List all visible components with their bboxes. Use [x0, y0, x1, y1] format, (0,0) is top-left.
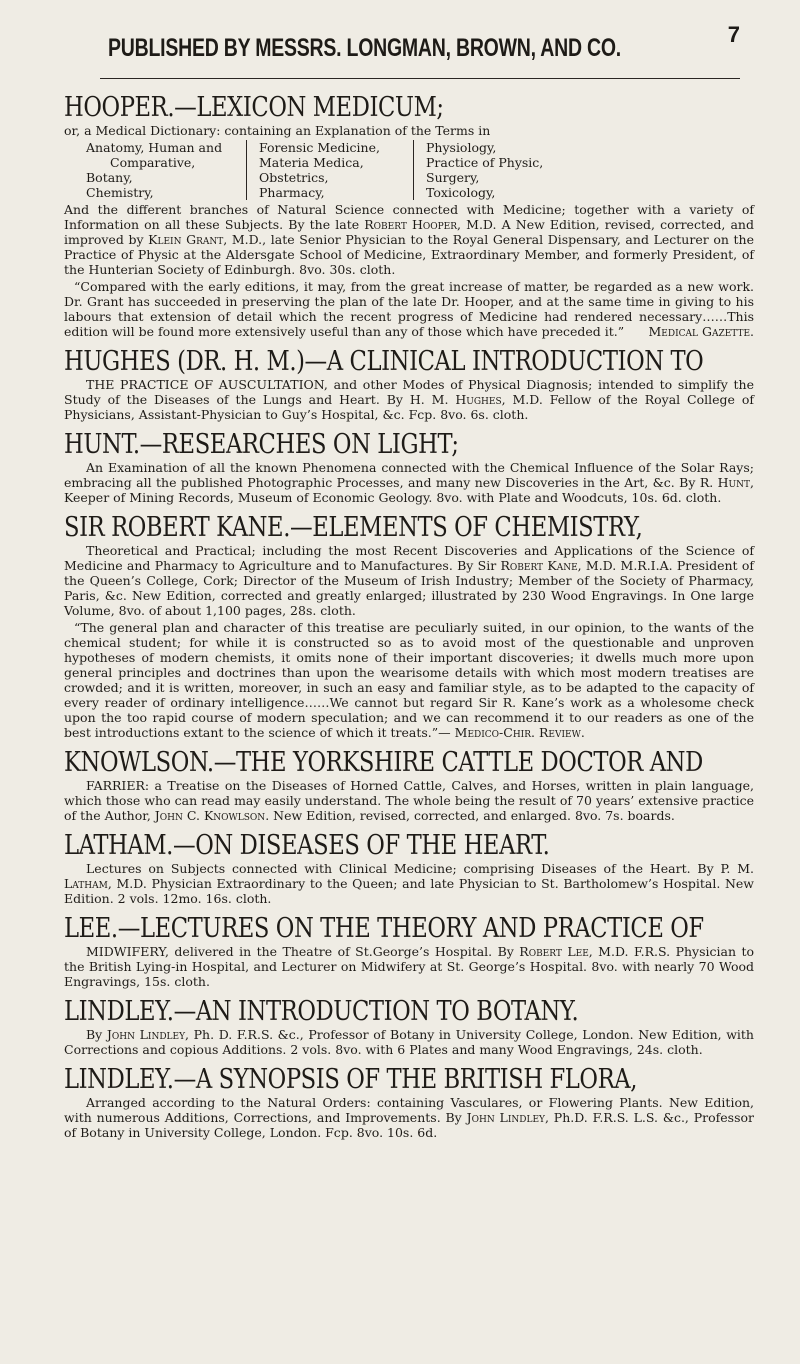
subject-item: Surgery, [426, 170, 480, 185]
subject-item: Materia Medica, [259, 155, 364, 170]
description-text: FARRIER: a Treatise on the Diseases of Horned Cattle, Calves, and Horses, written in plain language, which those who can read may easily understand. The whole being the result of 70 years’ extensive practice of the Author, [64, 778, 754, 823]
entry-description [64, 778, 754, 823]
description-text: Arranged according to the Natural Orders: containing Vasculares, or Flowering Plants. New Edition, with numerous Additions, Corrections, and Improvements. By [64, 1095, 754, 1125]
header-rule [100, 78, 740, 79]
entry-hooper [64, 93, 754, 339]
author-name: Hughes [455, 392, 502, 407]
quote-text: “Compared with the early editions, it may, from the great increase of matter, be regarded as a new work. Dr. Grant has succeeded in preserving the plan of the late Dr. Hooper, and at the same time in giving to his labours that extension of detail which the recent progress of Medicine had rendered necessary……This edition will be found more extensively useful than any of those which have preceded it.” [64, 279, 754, 339]
description-text: And the different branches of Natural Science connected with Medicine; together with a variety of Information on all these Subjects. By the late [64, 202, 754, 232]
author-name: John C. Knowlson [154, 808, 266, 823]
description-text: , M.D. Fellow of the Royal College of Physicians, Assistant-Physician to Guy’s Hospital, &c. Fcp. 8vo. 6s. cloth. [64, 392, 754, 422]
description-text: THE PRACTICE OF AUSCULTATION, and other Modes of Physical Diagnosis; intended to simplify the Study of the Diseases of the Lungs and Heart. By H. M. [64, 377, 754, 407]
entry-heading: KNOWLSON.—THE YORKSHIRE CATTLE DOCTOR AND [64, 747, 703, 778]
entry-description [64, 202, 754, 277]
description-text: MIDWIFERY, delivered in the Theatre of St.George’s Hospital. By [86, 944, 520, 959]
subject-item: Physiology, [426, 140, 497, 155]
entry-hunt [64, 430, 754, 505]
editor-name: Klein Grant [148, 232, 224, 247]
subject-item: Botany, [86, 170, 133, 185]
entry-knowlson [64, 748, 754, 823]
entry-description [64, 861, 754, 906]
author-name: Hunt [717, 475, 751, 490]
author-name: Robert Hooper [364, 217, 458, 232]
description-text: , M.D. F.R.S. Physician to the British Lying-in Hospital, and Lecturer on Midwifery at St. George’s Hospital. 8vo. with nearly 70 Wood Engravings, 15s. cloth. [64, 944, 754, 989]
description-text: , M.D. M.R.I.A. President of the Queen’s College, Cork; Director of the Museum of Irish Industry; Member of the Society of Pharmacy, Paris, &c. New Edition, corrected and greatly enlarged; illustrated by 230 Wood Engravings. In One large Volume, 8vo. of about 1,100 pages, 28s. cloth. [64, 558, 754, 618]
entry-description [64, 460, 754, 505]
subject-item: Practice of Physic, [426, 155, 544, 170]
quote-source: Medical Gazette. [648, 324, 754, 339]
description-text: , M.D. A New Edition, revised, corrected, and improved by [64, 217, 754, 247]
review-quote [64, 620, 754, 740]
subject-item: Obstetrics, [259, 170, 329, 185]
entry-heading: HUNT.—RESEARCHES ON LIGHT; [64, 429, 459, 460]
running-head [100, 20, 740, 88]
entry-description [64, 377, 754, 422]
subject-item: Anatomy, Human and [86, 140, 223, 155]
subject-item: Pharmacy, [259, 185, 325, 200]
quote-text: “The general plan and character of this treatise are peculiarly suited, in our opinion, to the wants of the chemical student; for while it is constructed so as to avoid most of the questionable and unproven hypotheses of modern chemists, it omits none of their important discoveries; it dwells much more upon general principles and doctrines than upon the wearisome details with which most modern treatises are crowded; and it is written, moreover, in such an easy and familiar style, as to be adapted to the capacity of every reader of ordinary intelligence……We cannot but regard Sir R. Kane’s work as a wholesome check upon the too rapid course of modern speculation; and we can recommend it to our readers as one of the best introductions extant to the science of which it treats.”— [64, 620, 754, 740]
quote-source: Medico-Chir. Review. [454, 725, 585, 740]
entry-heading: LATHAM.—ON DISEASES OF THE HEART. [64, 830, 550, 861]
entry-intro: or, a Medical Dictionary: containing an Explanation of the Terms in [64, 123, 491, 138]
entry-description [64, 543, 754, 618]
subject-column [413, 140, 583, 200]
author-name: John Lindley [466, 1110, 545, 1125]
description-text: , Ph. D. F.R.S. &c., Professor of Botany in University College, London. New Edition, with Corrections and copious Additions. 2 vols. 8vo. with 6 Plates and many Wood Engravings, 24s. cloth. [64, 1027, 754, 1057]
author-name: Latham [64, 876, 108, 891]
description-text: By [86, 1027, 107, 1042]
entry-heading: LEE.—LECTURES ON THE THEORY AND PRACTICE OF [64, 913, 704, 944]
description-text: , Ph.D. F.R.S. L.S. &c., Professor of Botany in University College, London. Fcp. 8vo. 10s. 6d. [64, 1110, 754, 1140]
entry-latham [64, 831, 754, 906]
author-name: Robert Kane [500, 558, 578, 573]
description-text: , Keeper of Mining Records, Museum of Economic Geology. 8vo. with Plate and Woodcuts, 10s. 6d. cloth. [64, 475, 754, 505]
description-text: Lectures on Subjects connected with Clinical Medicine; comprising Diseases of the Heart. By P. M. [86, 861, 754, 876]
entry-description [64, 944, 754, 989]
entry-hughes [64, 347, 754, 422]
catalogue-content [64, 93, 754, 1148]
description-text: , M.D., late Senior Physician to the Royal General Dispensary, and Lecturer on the Practice of Physic at the Aldersgate School of Medicine, Extraordinary Member, and formerly President, of the Hunterian Society of Edinburgh. 8vo. 30s. cloth. [64, 232, 754, 277]
description-text: . New Edition, revised, corrected, and enlarged. 8vo. 7s. boards. [265, 808, 675, 823]
page-number: 7 [727, 22, 740, 47]
entry-lindley-flora [64, 1065, 754, 1140]
entry-heading: LINDLEY.—AN INTRODUCTION TO BOTANY. [64, 996, 579, 1027]
subject-column [246, 140, 413, 200]
subject-column [64, 140, 246, 200]
entry-heading: HUGHES (DR. H. M.)—A CLINICAL INTRODUCTION TO [64, 346, 704, 377]
subject-list [64, 140, 754, 200]
entry-description [64, 1095, 754, 1140]
subject-item: Comparative, [110, 155, 196, 170]
entry-heading: LINDLEY.—A SYNOPSIS OF THE BRITISH FLORA, [64, 1064, 638, 1095]
subject-item: Chemistry, [86, 185, 154, 200]
entry-heading: HOOPER.—LEXICON MEDICUM; [64, 92, 444, 123]
entry-kane [64, 513, 754, 740]
author-name: Robert Lee [519, 944, 589, 959]
description-text: Theoretical and Practical; including the most Recent Discoveries and Applications of the Science of Medicine and Pharmacy to Agriculture and to Manufactures. By Sir [64, 543, 754, 573]
entry-lindley-botany [64, 997, 754, 1057]
entry-lee [64, 914, 754, 989]
description-text: An Examination of all the known Phenomena connected with the Chemical Influence of the Solar Rays; embracing all the published Photographic Processes, and many new Discoveries in the Art, &c. By R. [64, 460, 754, 490]
author-name: John Lindley [106, 1027, 186, 1042]
description-text: , M.D. Physician Extraordinary to the Queen; and late Physician to St. Bartholomew’s Hospital. New Edition. 2 vols. 12mo. 16s. cloth. [64, 876, 754, 906]
review-quote [64, 279, 754, 339]
entry-description [64, 1027, 754, 1057]
entry-heading: SIR ROBERT KANE.—ELEMENTS OF CHEMISTRY, [64, 512, 643, 543]
running-head-title: PUBLISHED BY MESSRS. LONGMAN, BROWN, AND CO. [108, 34, 621, 62]
subject-item: Toxicology, [426, 185, 496, 200]
subject-item: Forensic Medicine, [259, 140, 380, 155]
